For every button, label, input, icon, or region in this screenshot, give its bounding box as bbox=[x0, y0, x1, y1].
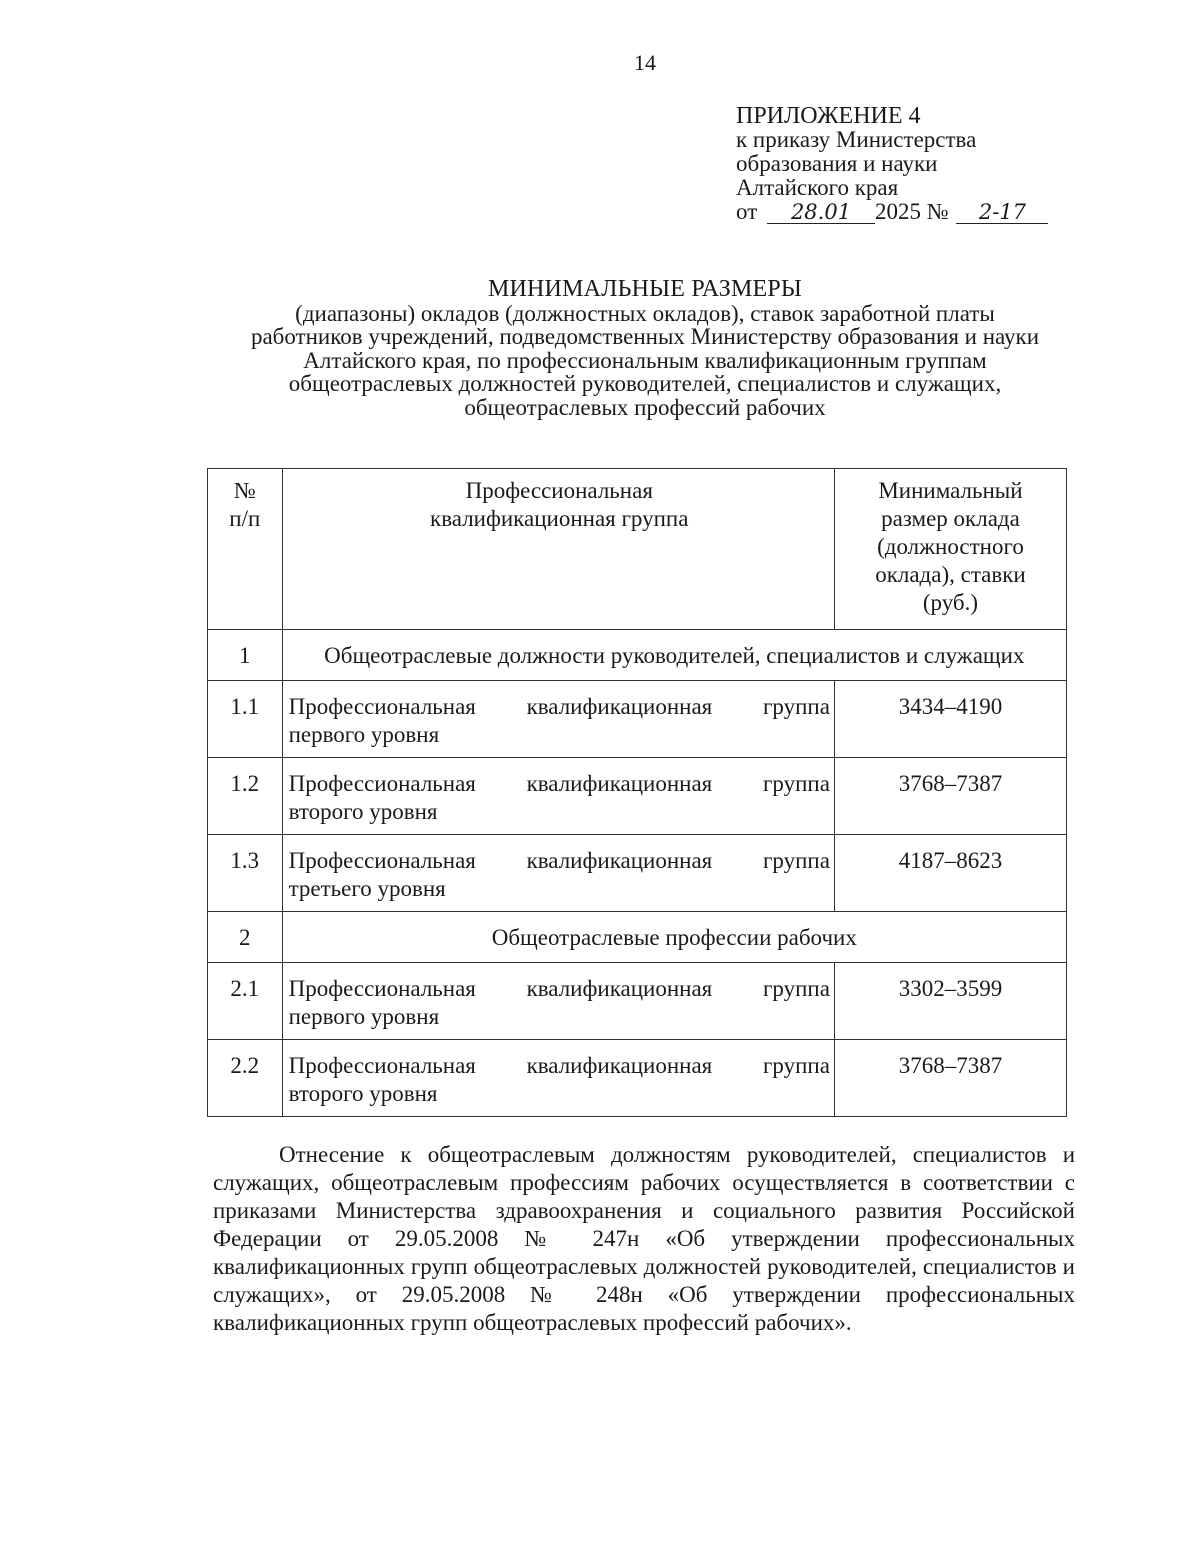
handwritten-date: 28.01 bbox=[767, 201, 875, 224]
header-name-cell bbox=[282, 469, 834, 630]
table-row bbox=[208, 681, 1067, 758]
header-value-line: (должностного bbox=[877, 534, 1024, 559]
row-name-level: второго уровня bbox=[288, 799, 438, 824]
row-name-line: Профессиональная квалификационная группа bbox=[288, 976, 830, 1001]
header-value-line: размер оклада bbox=[881, 506, 1020, 531]
row-num: 2.1 bbox=[208, 963, 283, 1040]
row-num: 1.2 bbox=[208, 758, 283, 835]
appendix-line-2: образования и науки bbox=[736, 151, 938, 176]
header-num-line: № bbox=[233, 478, 256, 503]
handwritten-order-number: 2-17 bbox=[956, 201, 1048, 224]
header-num-cell bbox=[208, 469, 283, 630]
title-line-4: общеотраслевых должностей руководителей, специалистов и служащих, bbox=[288, 371, 1002, 396]
appendix-line-3: Алтайского края bbox=[736, 175, 899, 200]
row-name-line: Профессиональная квалификационная группа bbox=[288, 694, 830, 719]
title-line-5: общеотраслевых профессий рабочих bbox=[464, 394, 826, 420]
row-value: 3434–4190 bbox=[834, 681, 1066, 758]
header-value-cell bbox=[834, 469, 1066, 630]
appendix-line-1: к приказу Министерства bbox=[736, 127, 977, 152]
table-row bbox=[208, 963, 1067, 1040]
row-value: 3768–7387 bbox=[834, 1040, 1066, 1117]
header-value-line: Минимальный bbox=[878, 478, 1023, 503]
row-name-line: Профессиональная квалификационная группа bbox=[288, 771, 830, 796]
row-name bbox=[282, 963, 834, 1040]
row-name-line: Профессиональная квалификационная группа bbox=[288, 848, 830, 873]
row-name bbox=[282, 758, 834, 835]
table-header-row bbox=[208, 469, 1067, 630]
header-name-line: Профессиональная bbox=[465, 478, 653, 503]
row-value: 3768–7387 bbox=[834, 758, 1066, 835]
row-num: 1.1 bbox=[208, 681, 283, 758]
page-number: 14 bbox=[634, 50, 656, 75]
section-num: 1 bbox=[208, 630, 283, 681]
document-title bbox=[150, 278, 1140, 419]
section-title: Общеотраслевые профессии рабочих bbox=[282, 912, 1066, 963]
title-line-1: (диапазоны) окладов (должностных окладов), ставок заработной платы bbox=[295, 300, 995, 326]
salary-table bbox=[207, 468, 1067, 1117]
section-row bbox=[208, 630, 1067, 681]
row-name-level: второго уровня bbox=[288, 1081, 438, 1106]
row-name-line: Профессиональная квалификационная группа bbox=[288, 1053, 830, 1078]
row-num: 1.3 bbox=[208, 835, 283, 912]
row-value: 3302–3599 bbox=[834, 963, 1066, 1040]
row-name-level: первого уровня bbox=[288, 722, 440, 747]
date-prefix: от bbox=[736, 199, 758, 224]
section-row bbox=[208, 912, 1067, 963]
header-value-line: (руб.) bbox=[922, 590, 979, 615]
order-year: 2025 № bbox=[875, 199, 949, 224]
footer-paragraph: Отнесение к общеотраслевым должностям руководителей, специалистов и служащих, общеотраслевым профессиям рабочих осуществляется в соответствии с приказами Министерства здравоохранения и социального развития Российской Федерации от 29.05.2008 № 247н «Об утверждении профессиональных квалификационных групп общеотраслевых должностей руководителей, специалистов и служащих», от 29.05.2008 № 248н «Об утверждении профессиональных квалификационных групп общеотраслевых профессий рабочих». bbox=[213, 1142, 1075, 1335]
title-line-2: работников учреждений, подведомственных Министерству образования и науки bbox=[250, 324, 1040, 349]
title-main: МИНИМАЛЬНЫЕ РАЗМЕРЫ bbox=[487, 276, 803, 302]
row-name bbox=[282, 681, 834, 758]
header-num-line: п/п bbox=[229, 506, 261, 531]
section-num: 2 bbox=[208, 912, 283, 963]
row-value: 4187–8623 bbox=[834, 835, 1066, 912]
table-row bbox=[208, 835, 1067, 912]
row-num: 2.2 bbox=[208, 1040, 283, 1117]
appendix-block bbox=[736, 104, 1048, 224]
header-name-line: квалификационная группа bbox=[430, 506, 689, 531]
row-name-level: третьего уровня bbox=[288, 876, 446, 901]
row-name bbox=[282, 835, 834, 912]
row-name bbox=[282, 1040, 834, 1117]
table-row bbox=[208, 758, 1067, 835]
table-row bbox=[208, 1040, 1067, 1117]
appendix-title: ПРИЛОЖЕНИЕ 4 bbox=[736, 103, 921, 129]
appendix-date-line bbox=[736, 200, 1048, 224]
row-name-level: первого уровня bbox=[288, 1004, 440, 1029]
header-value-line: оклада), ставки bbox=[875, 562, 1026, 587]
title-line-3: Алтайского края, по профессиональным квалификационным группам bbox=[303, 347, 987, 373]
section-title: Общеотраслевые должности руководителей, специалистов и служащих bbox=[282, 630, 1066, 681]
